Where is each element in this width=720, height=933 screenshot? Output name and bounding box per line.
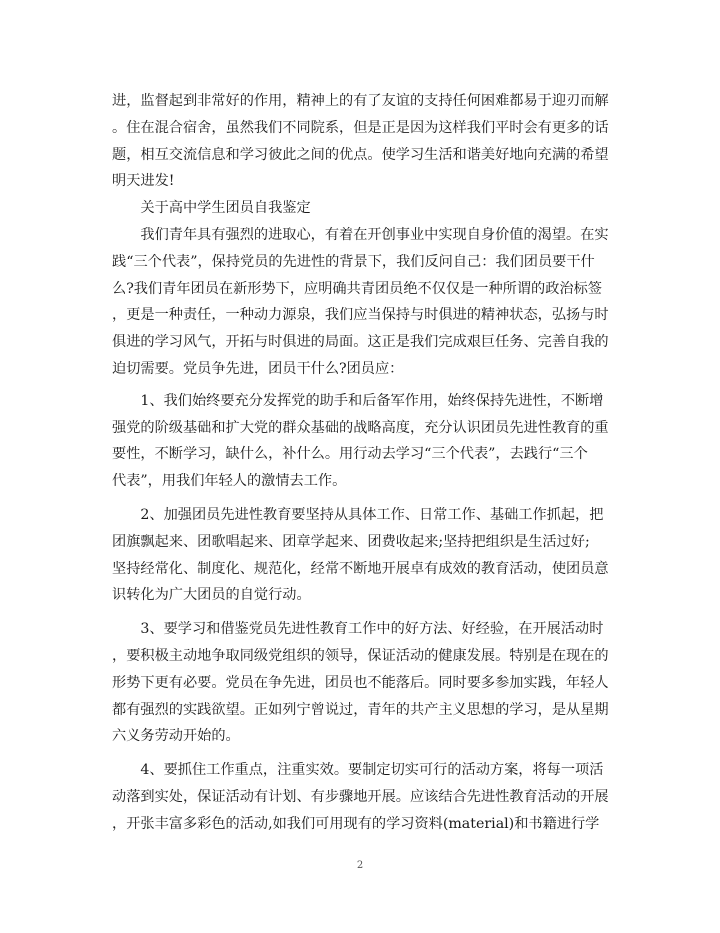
section-heading: 关于高中学生团员自我鉴定 — [112, 200, 311, 217]
body-line-14: 要性，不断学习，缺什么，补什么。用行动去学习“三个代表”，去践行“三个 — [112, 446, 588, 463]
body-line-10: 俱进的学习风气，开拓与时俱进的局面。这正是我们完成艰巨任务、完善自我的 — [112, 334, 609, 351]
body-line-2: 。住在混合宿舍，虽然我们不同院系，但是正是因为这样我们平时会有更多的话 — [112, 119, 609, 136]
body-line-23: 都有强烈的实践欲望。正如列宁曾说过，青年的共产主义思想的学习，是从星期 — [112, 701, 609, 718]
body-line-6: 我们青年具有强烈的进取心，有着在开创事业中实现自身价值的渴望。在实 — [112, 226, 609, 243]
body-line-13: 强党的阶级基础和扩大党的群众基础的战略高度，充分认识团员先进性教育的重 — [112, 419, 609, 436]
body-line-19: 识转化为广大团员的自觉行动。 — [112, 587, 311, 604]
body-line-8: 么?我们青年团员在新形势下，应明确共青团员绝不仅仅是一种所谓的政治标签 — [112, 280, 602, 297]
body-line-25: 4、要抓住工作重点，注重实效。要制定切实可行的活动方案，将每一项活 — [112, 762, 604, 779]
body-line-7: 践“三个代表”，保持党员的先进性的背景下，我们反问自己：我们团员要干什 — [112, 253, 595, 270]
body-line-21: ，要积极主动地争取同级党组织的领导，保证活动的健康发展。特别是在现在的 — [112, 647, 609, 664]
document-body — [112, 88, 620, 838]
page-number: 2 — [356, 860, 364, 871]
body-line-9: ，更是一种责任，一种动力源泉，我们应当保持与时俱进的精神状态，弘扬与时 — [112, 307, 609, 324]
body-line-3: 题，相互交流信息和学习彼此之间的优点。使学习生活和谐美好地向充满的希望 — [112, 146, 609, 163]
body-line-24: 六义务劳动开始的。 — [112, 728, 240, 745]
body-line-27: ，开张丰富多彩色的活动,如我们可用现有的学习资料(material)和书籍进行学 — [112, 815, 600, 832]
body-line-26: 动落到实处，保证活动有计划、有步骤地开展。应该结合先进性教育活动的开展 — [112, 788, 609, 805]
body-line-18: 坚持经常化、制度化、规范化，经常不断地开展卓有成效的教育活动，使团员意 — [112, 560, 609, 577]
body-line-16: 2、加强团员先进性教育要坚持从具体工作、日常工作、基础工作抓起，把 — [112, 506, 604, 523]
body-line-11: 迫切需要。党员争先进，团员干什么?团员应： — [112, 360, 404, 377]
body-line-20: 3、要学习和借鉴党员先进性教育工作中的好方法、好经验，在开展活动时 — [112, 621, 604, 638]
body-line-22: 形势下更有必要。党员在争先进，团员也不能落后。同时要多参加实践，年轻人 — [112, 674, 609, 691]
body-line-15: 代表”，用我们年轻人的激情去工作。 — [112, 473, 347, 490]
body-line-17: 团旗飘起来、团歌唱起来、团章学起来、团费收起来;坚持把组织是生活过好; — [112, 533, 590, 550]
body-line-4: 明天进发! — [112, 173, 175, 190]
body-line-1: 进，监督起到非常好的作用，精神上的有了友谊的支持任何困难都易于迎刃而解 — [112, 93, 609, 109]
body-line-12: 1、我们始终要充分发挥党的助手和后备军作用，始终保持先进性，不断增 — [112, 392, 604, 409]
